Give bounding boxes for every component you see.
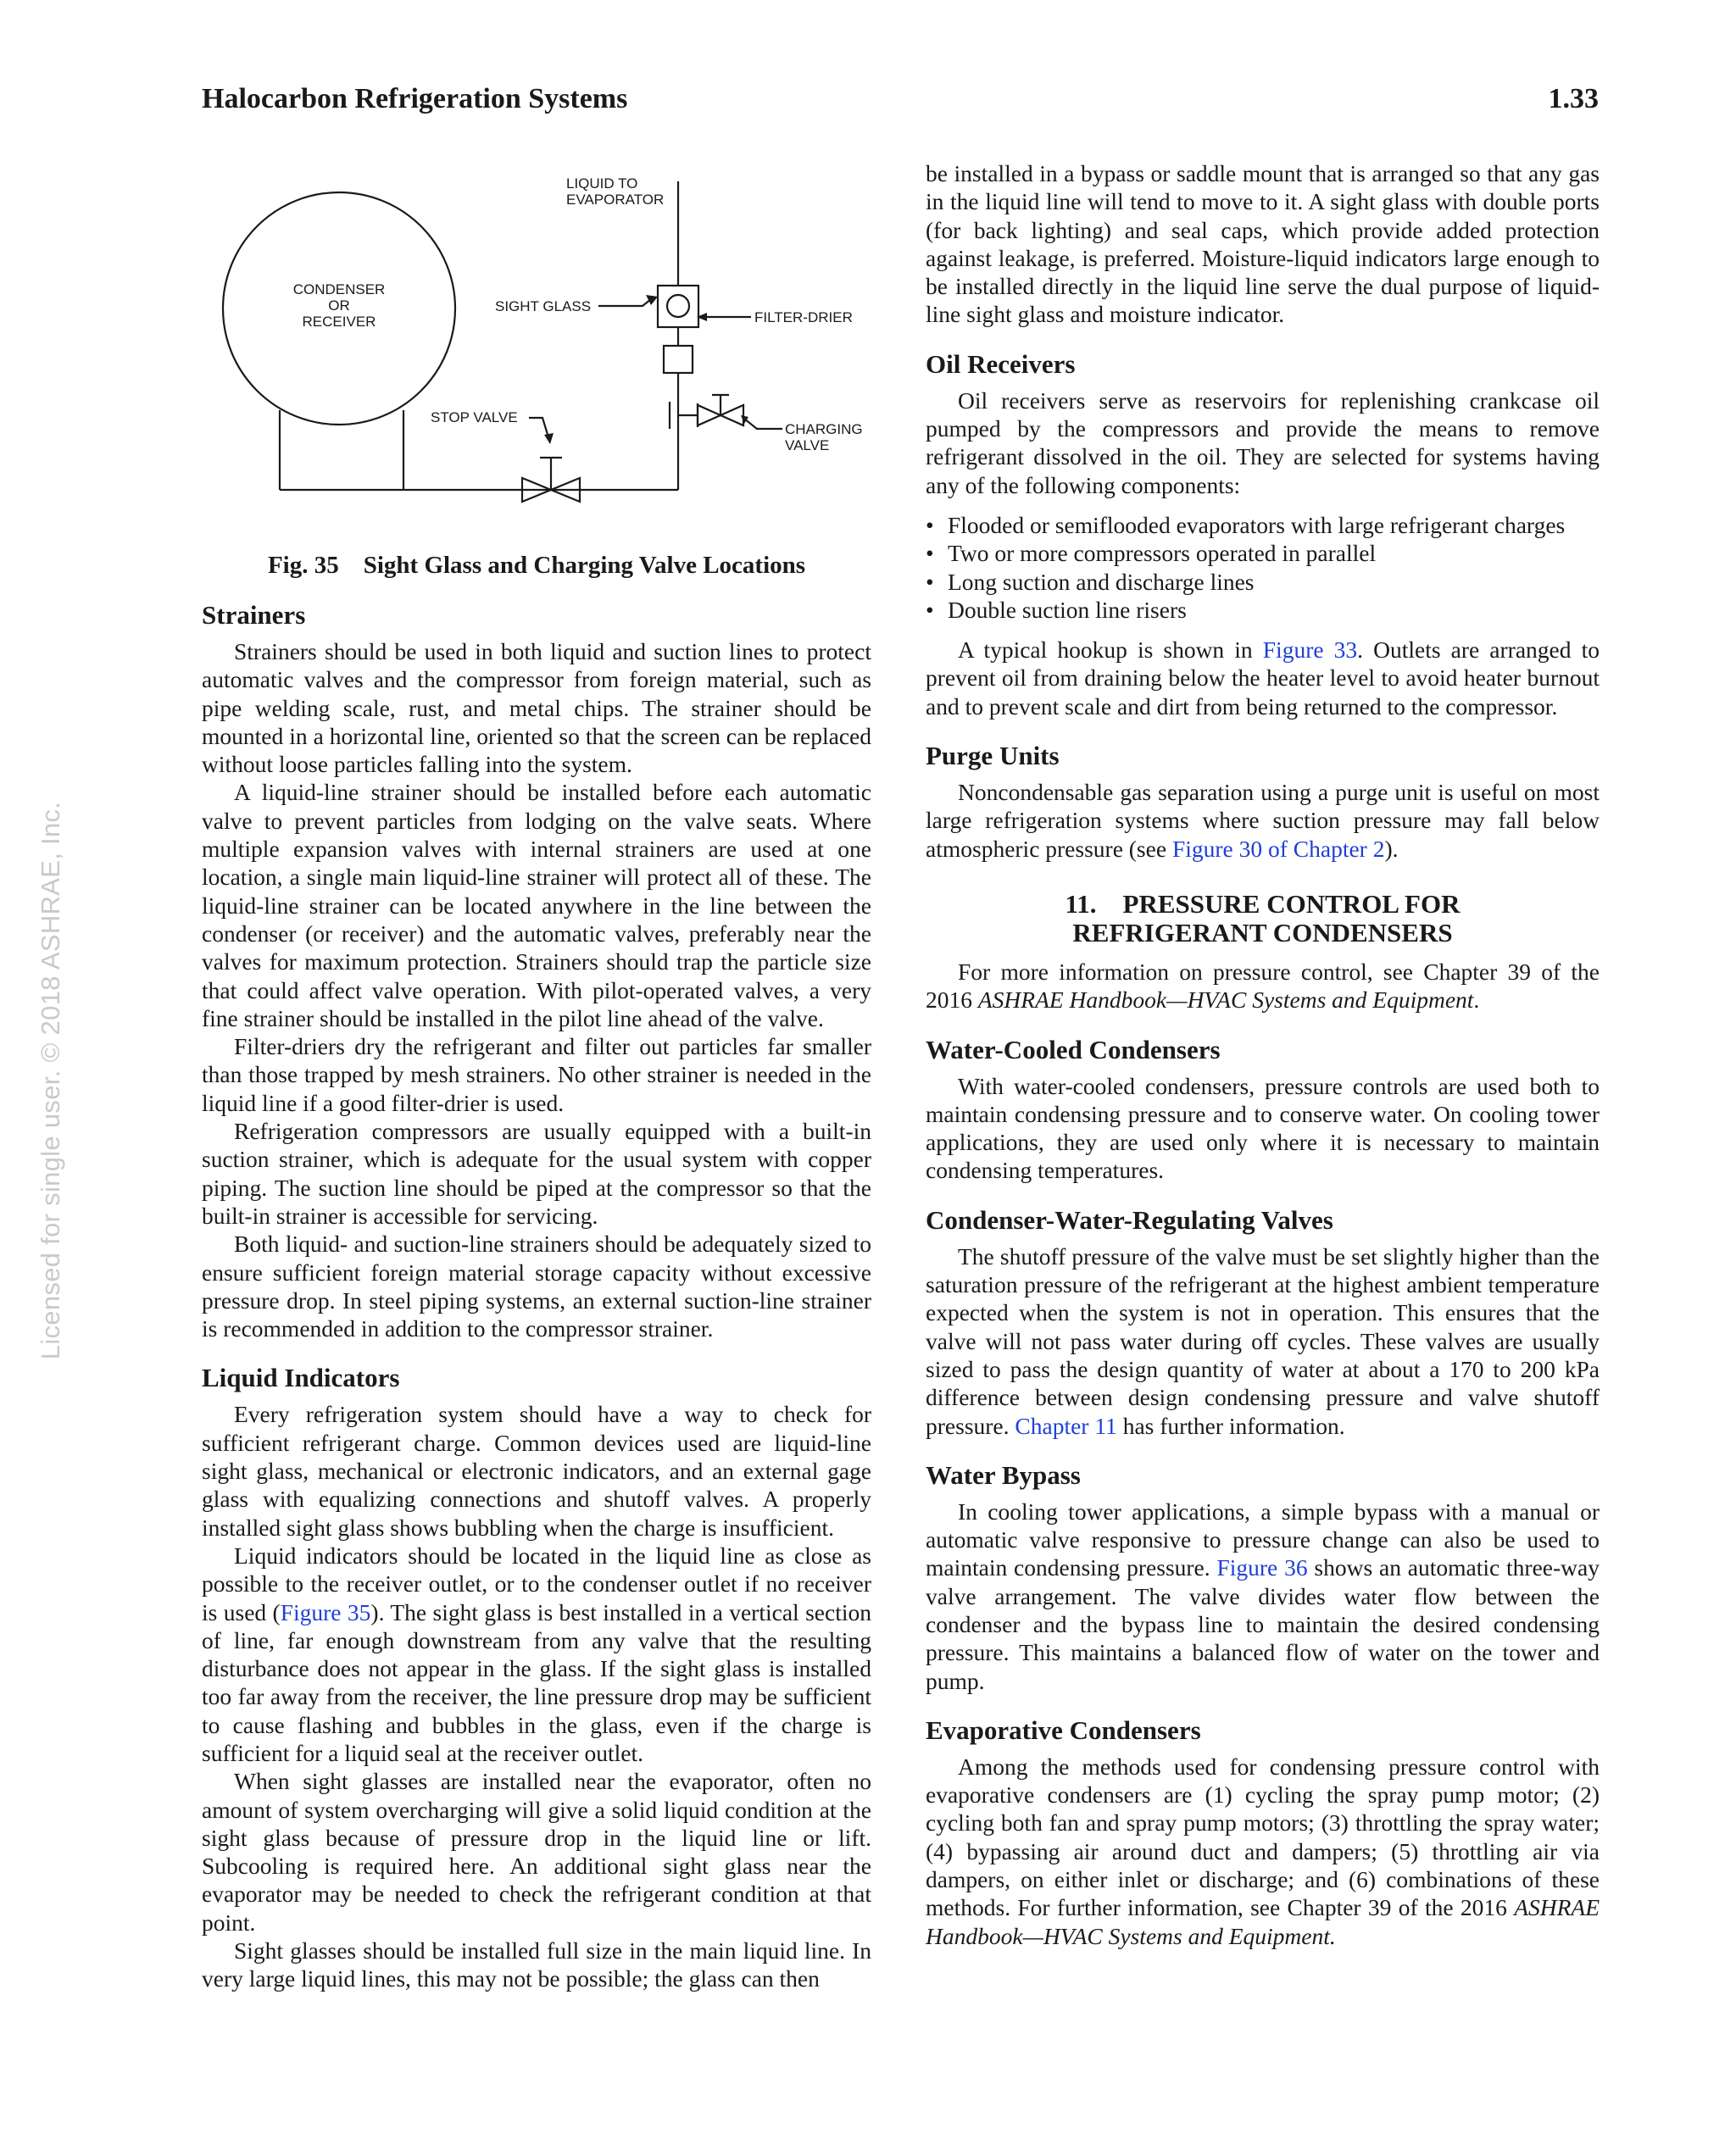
strainers-paragraph-4: Refrigeration compressors are usually equipped with a built-in suction strainer, which is adequate for the usual system with copper piping. The suction line should be piped at the compressor so that the built-in strainer is accessible for servicing. xyxy=(202,1118,871,1229)
page-number: 1.33 xyxy=(1548,83,1599,114)
heading-liquid-indicators: Liquid Indicators xyxy=(202,1363,400,1393)
list-item xyxy=(926,568,1600,596)
text-run: Among the methods used for condensing pressure control with evaporative condensers are (1) cycling the spray pump motor; (2) cycling both fan and spray pump motors; (3) throttling the spray water; (4) bypassing air around duct and dampers; (5) throttling air via dampers, on either inlet or discharge; and (6) combinations of these methods. For further information, see Chapter 39 of the 2016 xyxy=(926,1753,1600,1921)
section-title-line-1: 11. PRESSURE CONTROL FOR xyxy=(1065,888,1461,919)
label-condenser: CONDENSER xyxy=(292,281,386,297)
license-watermark: Licensed for single user. © 2018 ASHRAE, Inc. xyxy=(36,801,65,1360)
link-figure-33[interactable]: Figure 33 xyxy=(1262,636,1358,664)
text-run: ). The sight glass is best installed in a vertical section of line, far enough downstream from any valve that the resulting disturbance does not appear in the glass. If the sight glass is installed too far away from the receiver, the line pressure drop may be sufficient to cause flashing and bubbles in the glass, even if the charge is sufficient for a liquid seal at the receiver outlet. xyxy=(202,1598,871,1766)
leader-sight-glass xyxy=(598,299,651,306)
heading-evaporative-condensers: Evaporative Condensers xyxy=(926,1714,1201,1745)
heading-strainers: Strainers xyxy=(202,600,306,630)
list-item xyxy=(926,539,1600,567)
section-title-line-2: REFRIGERANT CONDENSERS xyxy=(1072,917,1453,947)
sight-glass-diagram xyxy=(202,156,871,529)
liquid-indicators-paragraph-2 xyxy=(202,1542,871,1767)
figure-35 xyxy=(202,156,871,529)
text-run: . Outlets are arranged to prevent oil from draining below the heater level to avoid heater burnout and to prevent scale and dirt from being returned to the compressor. xyxy=(926,636,1600,720)
continued-paragraph: be installed in a bypass or saddle mount that is arranged so that any gas in the liquid line will tend to move to it. A sight glass with double ports (for back lighting) and seal caps, which provide added protection against leakage, is preferred. Moisture-liquid indicators large enough to be installed directly in the liquid line serve the dual purpose of liquid-line sight glass and moisture indicator. xyxy=(926,160,1600,328)
text-run: For more information on pressure control, see Chapter 39 of the 2016 xyxy=(926,958,1600,1014)
section-11-intro xyxy=(926,958,1600,1014)
text-run: . xyxy=(1473,986,1480,1014)
list-item-text: Flooded or semiflooded evaporators with large refrigerant charges xyxy=(948,511,1566,538)
strainers-paragraph-5: Both liquid- and suction-line strainers should be adequately sized to ensure sufficient foreign material storage capacity without excessive pressure drop. In steel piping systems, an external suction-line strainer is recommended in addition to the compressor strainer. xyxy=(202,1231,871,1342)
bullet: • xyxy=(926,540,934,567)
right-column xyxy=(926,159,1600,1950)
heading-condenser-water-regulating-valves: Condenser-Water-Regulating Valves xyxy=(926,1204,1333,1235)
charging-valve-right-wedge xyxy=(721,405,743,425)
bullet: • xyxy=(926,568,934,595)
arrowhead-stop-valve xyxy=(544,433,554,444)
list-item-text: Two or more compressors operated in parallel xyxy=(948,540,1377,567)
filter-drier-body xyxy=(664,346,693,373)
oil-receivers-paragraph-1: Oil receivers serve as reservoirs for replenishing crankcase oil pumped by the compressors and provide the means to remove refrigerant dissolved in the oil. They are selected for systems having any of the following components: xyxy=(926,386,1600,498)
sight-glass-body xyxy=(658,286,698,327)
text-run: The shutoff pressure of the valve must be set slightly higher than the saturation pressure of the refrigerant at the highest ambient temperature expected when the system is not in operation. This ensures that the valve will not pass water during off cycles. These valves are usually sized to pass the design quantity of water at about a 170 to 200 kPa difference between design condensing pressure and valve shutoff pressure. xyxy=(926,1242,1600,1439)
label-receiver: RECEIVER xyxy=(302,314,376,330)
strainers-paragraph-1: Strainers should be used in both liquid and suction lines to protect automatic valves and the compressor from foreign material, such as pipe welding scale, rust, and metal chips. The strainer should be mounted in a horizontal line, oriented so that the screen can be replaced without loose particles falling into the system. xyxy=(202,638,871,778)
label-sight-glass: SIGHT GLASS xyxy=(495,298,592,314)
heading-water-cooled-condensers: Water-Cooled Condensers xyxy=(926,1034,1221,1064)
label-or: OR xyxy=(328,297,350,314)
leader-charging-valve xyxy=(744,419,782,429)
purge-units-paragraph xyxy=(926,778,1600,863)
handbook-title: ASHRAE Handbook—HVAC Systems and Equipment. xyxy=(926,1894,1600,1949)
heading-purge-units: Purge Units xyxy=(926,741,1060,771)
left-column xyxy=(202,156,871,1993)
charging-valve-left-wedge xyxy=(698,405,721,425)
link-figure-30-chapter-2[interactable]: Figure 30 of Chapter 2 xyxy=(1171,835,1385,862)
running-header xyxy=(202,83,1599,120)
heading-oil-receivers: Oil Receivers xyxy=(926,348,1076,379)
list-item xyxy=(926,596,1600,624)
label-charging-valve: VALVE xyxy=(785,437,830,453)
liquid-indicators-paragraph-1: Every refrigeration system should have a way to check for sufficient refrigerant charge. Common devices used are liquid-line sight glass, mechanical or electronic indicators, and an external gage glass with equalizing connections and shutoff valves. A properly installed sight glass shows bubbling when the charge is insufficient. xyxy=(202,1401,871,1541)
handbook-title: ASHRAE Handbook—HVAC Systems and Equipment xyxy=(977,986,1474,1014)
label-liquid-to: LIQUID TO xyxy=(566,175,638,192)
bullet: • xyxy=(926,596,934,623)
regulating-valves-paragraph xyxy=(926,1242,1600,1440)
evaporative-condensers-paragraph xyxy=(926,1753,1600,1950)
list-item-text: Long suction and discharge lines xyxy=(948,568,1255,595)
text-run: A typical hookup is shown in xyxy=(958,636,1263,664)
running-header-title: Halocarbon Refrigeration Systems xyxy=(202,83,628,114)
text-run: Noncondensable gas separation using a purge unit is useful on most large refrigeration systems where suction pressure may fall below atmospheric pressure (see xyxy=(926,779,1600,862)
strainers-paragraph-2: A liquid-line strainer should be installed before each automatic valve to prevent particles from lodging on the valve seats. Where multiple expansion valves with internal strainers are used at one location, a single main liquid-line strainer will protect all of these. The liquid-line strainer can be located anywhere in the line between the condenser (or receiver) and the automatic valves, preferably near the valves for maximum protection. Strainers should trap the particle size that could affect valve operation. With pilot-operated valves, a very fine strainer should be installed in the pilot line ahead of the valve. xyxy=(202,779,871,1031)
water-bypass-paragraph xyxy=(926,1498,1600,1695)
link-chapter-11[interactable]: Chapter 11 xyxy=(1015,1412,1117,1439)
label-evaporator: EVAPORATOR xyxy=(566,192,665,208)
label-charging: CHARGING xyxy=(785,421,863,437)
arrowhead-charging-valve xyxy=(741,415,748,424)
section-11-title xyxy=(926,890,1600,947)
label-filter-drier: FILTER-DRIER xyxy=(754,309,853,325)
text-run: shows an automatic three-way valve arrangement. The valve divides water flow between the condenser and the bypass line to maintain the desired condensing pressure. This maintains a balanced flow of water on the tower and pump. xyxy=(926,1554,1600,1694)
bullet: • xyxy=(926,511,934,538)
label-stop-valve: STOP VALVE xyxy=(431,409,518,425)
text-run: Liquid indicators should be located in the liquid line as close as possible to the receiver outlet, or to the condenser outlet if no receiver is used ( xyxy=(202,1542,871,1625)
liquid-indicators-paragraph-3: When sight glasses are installed near the evaporator, often no amount of system overcharging will give a solid liquid condition at the sight glass because of pressure drop in the liquid line or lift. Subcooling is required here. An additional sight glass near the evaporator may be needed to check the refrigerant condition at that point. xyxy=(202,1768,871,1936)
list-item xyxy=(926,511,1600,539)
strainers-paragraph-3: Filter-driers dry the refrigerant and filter out particles far smaller than those trapped by mesh strainers. No other strainer is needed in the liquid line if a good filter-drier is used. xyxy=(202,1033,871,1116)
link-figure-35[interactable]: Figure 35 xyxy=(280,1598,371,1625)
liquid-indicators-paragraph-4: Sight glasses should be installed full size in the main liquid line. In very large liquid lines, this may not be possible; the glass can then xyxy=(202,1937,871,1992)
water-cooled-paragraph: With water-cooled condensers, pressure controls are used both to maintain condensing pressure and to conserve water. On cooling tower applications, they are used only where it is necessary to maintain condensing temperatures. xyxy=(926,1072,1600,1184)
heading-water-bypass: Water Bypass xyxy=(926,1459,1081,1490)
list-item-text: Double suction line risers xyxy=(948,596,1187,623)
text-run: In cooling tower applications, a simple bypass with a manual or automatic valve responsive to pressure change can also be used to maintain condensing pressure. xyxy=(926,1498,1600,1581)
leader-stop-valve xyxy=(529,418,548,437)
text-run: has further information. xyxy=(1116,1412,1345,1439)
text-run: ). xyxy=(1384,835,1399,862)
oil-receiver-component-list xyxy=(926,511,1600,624)
oil-receivers-paragraph-2 xyxy=(926,636,1600,720)
arrowhead-sight-glass xyxy=(646,295,658,305)
figure-35-caption: Fig. 35 Sight Glass and Charging Valve Locations xyxy=(267,552,806,579)
sight-glass-port xyxy=(667,295,689,317)
link-figure-36[interactable]: Figure 36 xyxy=(1216,1554,1308,1581)
